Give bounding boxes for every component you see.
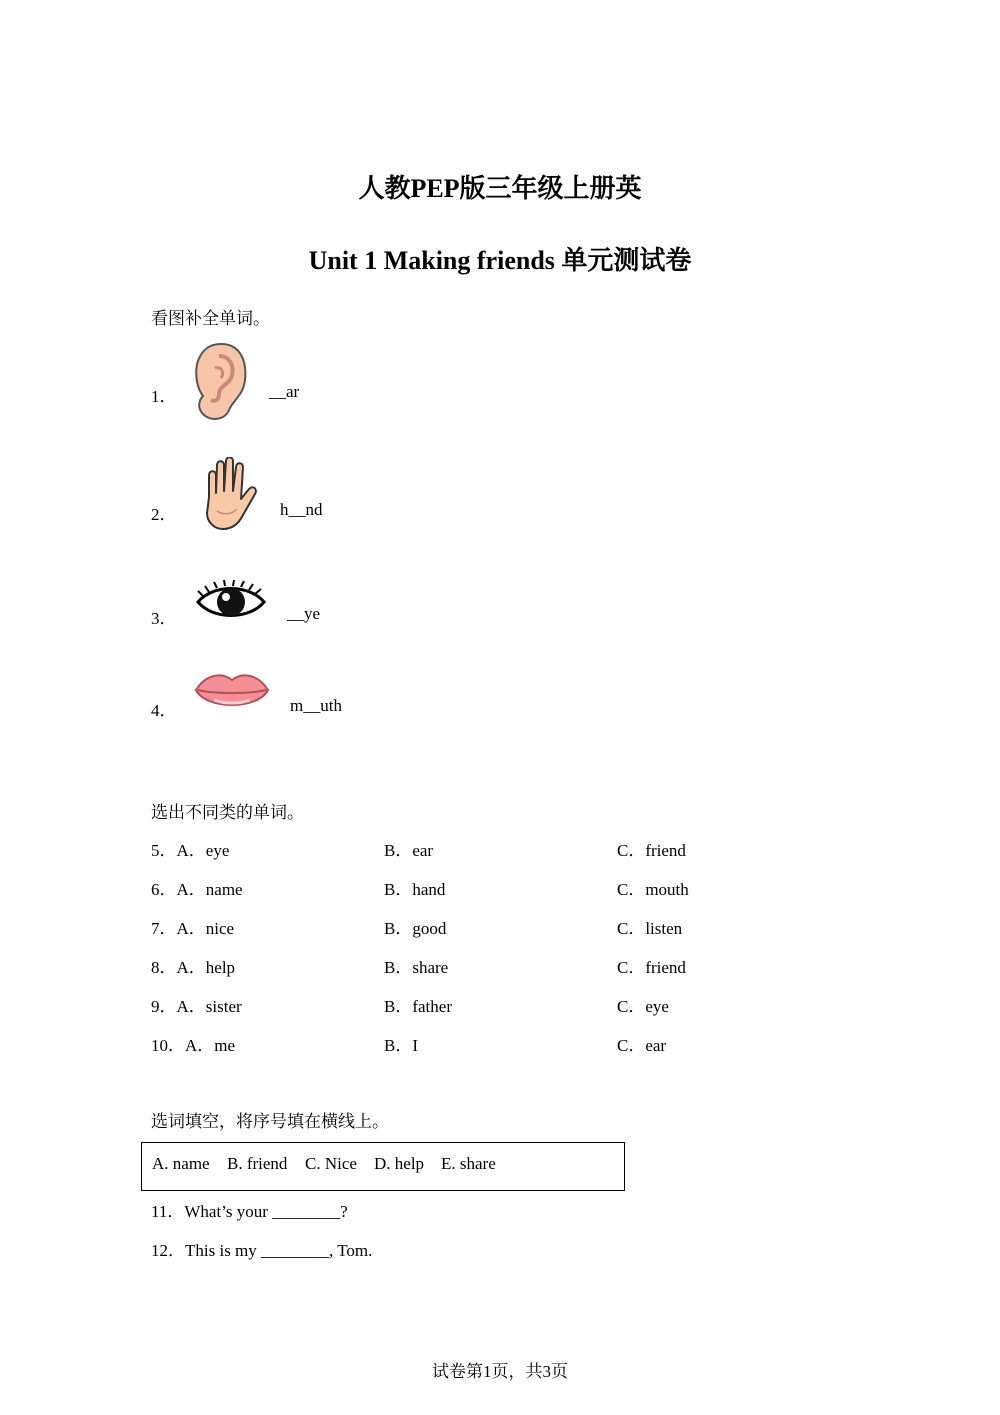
option-b: B．father: [384, 997, 452, 1016]
mouth-icon: [194, 670, 270, 714]
eye-icon: [195, 580, 267, 624]
option-b: B．I: [384, 1036, 418, 1055]
option-b: B．share: [384, 958, 449, 977]
option-a: 5．A．eye: [151, 841, 230, 860]
section-heading-picture-words: 看图补全单词。: [151, 309, 270, 329]
option-a: 9．A．sister: [151, 997, 242, 1016]
question-number: 4．: [151, 701, 177, 720]
section-heading-odd-one-out: 选出不同类的单词。: [151, 803, 304, 823]
word-blank: m__uth: [290, 696, 342, 715]
option-c: C．listen: [617, 919, 683, 938]
option-a: 8．A．help: [151, 958, 236, 977]
title-line-2: Unit 1 Making friends 单元测试卷: [308, 246, 692, 275]
question-number: 2．: [151, 505, 177, 524]
word-blank: __ye: [287, 604, 321, 623]
title-line-1: 人教PEP版三年级上册英: [358, 174, 642, 203]
option-a: 10．A．me: [151, 1036, 236, 1055]
fill-blank-question: 11．What’s your ________?: [151, 1202, 348, 1221]
question-number: 3．: [151, 609, 177, 628]
hand-icon: [195, 457, 259, 533]
option-b: B．good: [384, 919, 447, 938]
section-heading-fill-blanks: 选词填空，将序号填在横线上。: [151, 1112, 389, 1132]
fill-blank-question: 12．This is my ________, Tom.: [151, 1241, 373, 1260]
word-bank-box: [141, 1142, 625, 1191]
page-footer: 试卷第1页，共3页: [432, 1362, 568, 1381]
word-bank-item: C. Nice: [305, 1154, 357, 1173]
option-b: B．hand: [384, 880, 446, 899]
word-bank-item: B. friend: [227, 1154, 288, 1173]
word-bank-item: E. share: [441, 1154, 496, 1173]
option-c: C．friend: [617, 841, 686, 860]
ear-icon: [193, 340, 249, 424]
option-c: C．ear: [617, 1036, 667, 1055]
word-bank-item: D. help: [374, 1154, 425, 1173]
question-number: 1．: [151, 387, 177, 406]
option-a: 7．A．nice: [151, 919, 235, 938]
word-bank-item: A. name: [152, 1154, 210, 1173]
option-c: C．mouth: [617, 880, 689, 899]
option-a: 6．A．name: [151, 880, 243, 899]
word-blank: h__nd: [280, 500, 323, 519]
word-blank: __ar: [269, 382, 300, 401]
option-c: C．friend: [617, 958, 686, 977]
option-c: C．eye: [617, 997, 669, 1016]
option-b: B．ear: [384, 841, 434, 860]
